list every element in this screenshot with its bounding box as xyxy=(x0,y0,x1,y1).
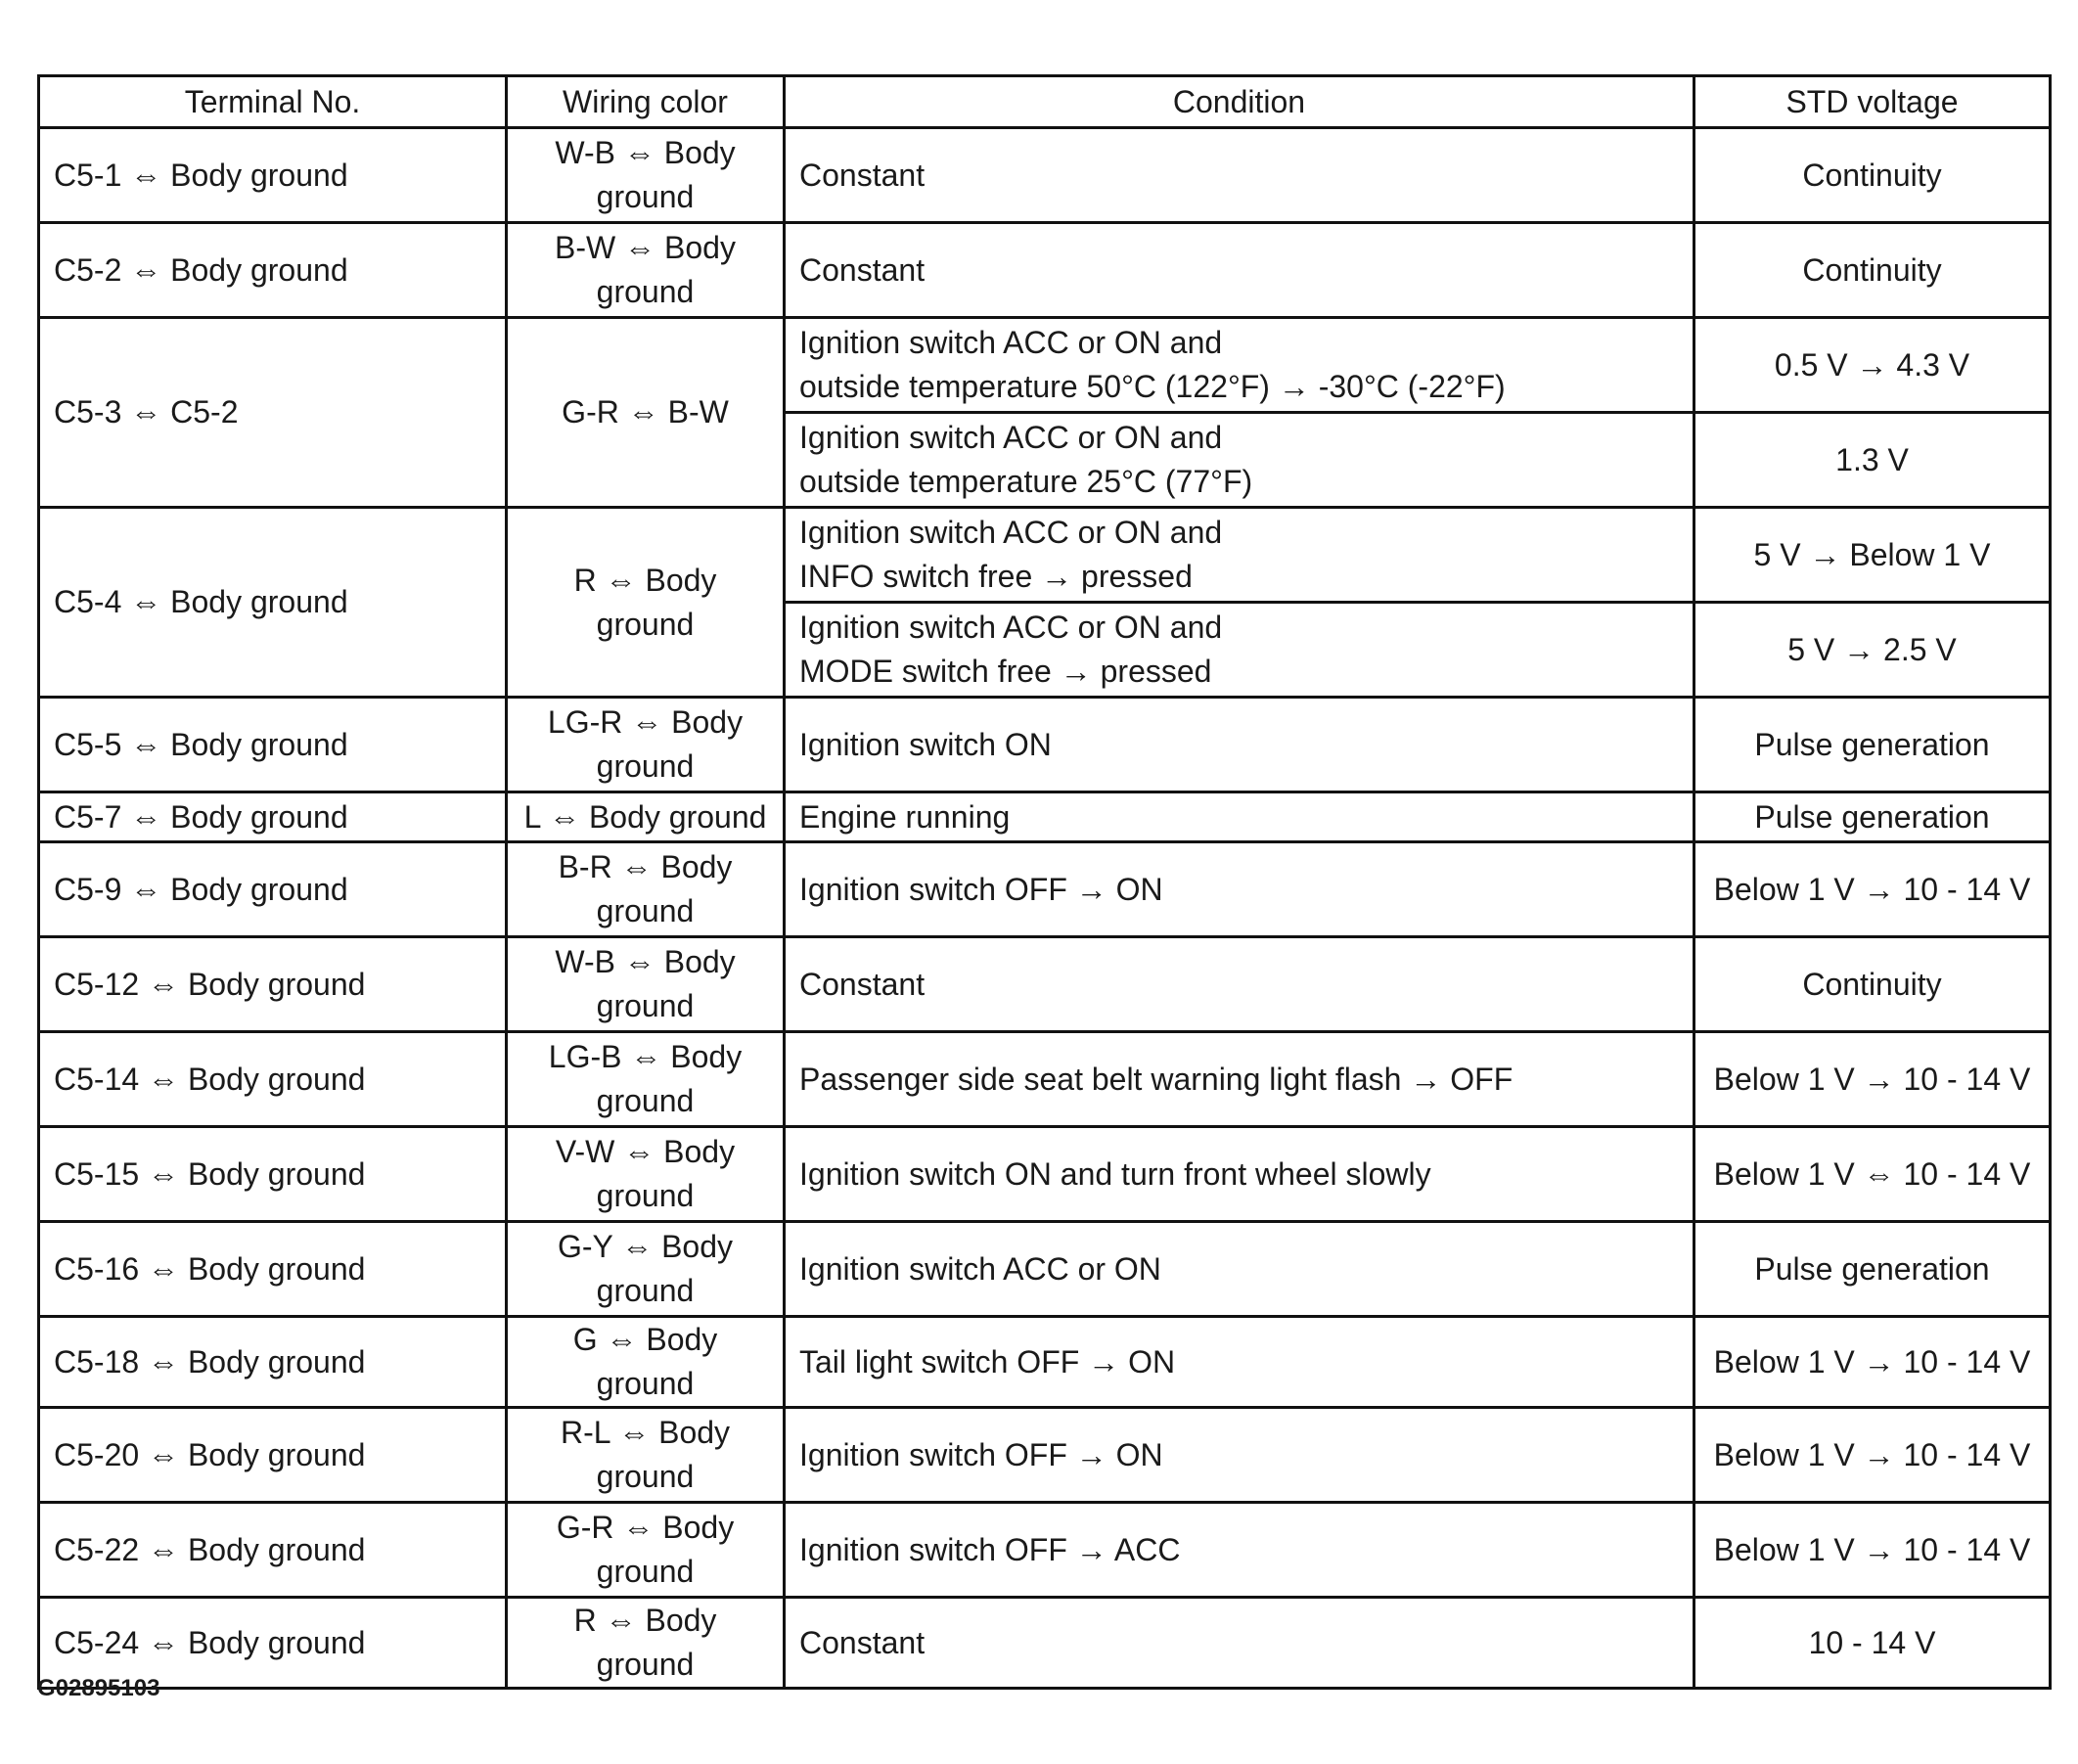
wiring-color-cell: B-R ⇔ Body ground xyxy=(507,842,785,937)
condition-line: outside temperature 50°C (122°F) → -30°C (-22°F) xyxy=(799,369,1506,404)
wiring-color-cell: G-Y ⇔ Body ground xyxy=(507,1222,785,1317)
terminal-cell: C5-14 ⇔ Body ground xyxy=(39,1032,507,1127)
condition-line: Ignition switch OFF → ON xyxy=(799,1436,1163,1472)
condition-cell xyxy=(785,1032,1694,1127)
table-row xyxy=(39,128,2051,223)
std-voltage-cell: Below 1 V → 10 - 14 V xyxy=(1694,1408,2051,1503)
wiring-color-cell: L ⇔ Body ground xyxy=(507,792,785,842)
table-row xyxy=(39,1317,2051,1408)
table-row xyxy=(39,1408,2051,1503)
condition-line: Ignition switch ACC or ON xyxy=(799,1250,1161,1287)
table-header-row xyxy=(39,76,2051,128)
std-voltage-cell: Below 1 V → 10 - 14 V xyxy=(1694,1032,2051,1127)
condition-cell xyxy=(785,318,1694,413)
wiring-color-cell: R ⇔ Body ground xyxy=(507,508,785,698)
wiring-color-cell: V-W ⇔ Body ground xyxy=(507,1127,785,1222)
condition-line: Ignition switch ACC or ON and xyxy=(799,515,1223,550)
table-row xyxy=(39,318,2051,413)
std-voltage-cell: Below 1 V ⇔ 10 - 14 V xyxy=(1694,1127,2051,1222)
terminal-cell: C5-9 ⇔ Body ground xyxy=(39,842,507,937)
std-voltage-cell: Pulse generation xyxy=(1694,792,2051,842)
condition-cell xyxy=(785,698,1694,792)
std-voltage-cell: Pulse generation xyxy=(1694,698,2051,792)
wiring-color-cell: G ⇔ Body ground xyxy=(507,1317,785,1408)
condition-cell xyxy=(785,792,1694,842)
std-voltage-cell: 10 - 14 V xyxy=(1694,1598,2051,1689)
condition-line: Constant xyxy=(799,157,926,193)
condition-cell xyxy=(785,842,1694,937)
condition-cell xyxy=(785,1598,1694,1689)
condition-line: Engine running xyxy=(799,798,1011,835)
figure-id: G02895103 xyxy=(37,1675,160,1701)
condition-line: outside temperature 25°C (77°F) xyxy=(799,464,1253,499)
wiring-color-cell: W-B ⇔ Body ground xyxy=(507,128,785,223)
header-terminal-no: Terminal No. xyxy=(39,76,507,128)
terminal-cell: C5-3 ⇔ C5-2 xyxy=(39,318,507,508)
std-voltage-cell: Below 1 V → 10 - 14 V xyxy=(1694,842,2051,937)
wiring-color-cell: B-W ⇔ Body ground xyxy=(507,223,785,318)
table-row xyxy=(39,1032,2051,1127)
condition-line: Ignition switch ACC or ON and xyxy=(799,610,1223,645)
terminal-cell: C5-22 ⇔ Body ground xyxy=(39,1503,507,1598)
wiring-color-cell: W-B ⇔ Body ground xyxy=(507,937,785,1032)
terminal-cell: C5-5 ⇔ Body ground xyxy=(39,698,507,792)
wiring-color-cell: G-R ⇔ B-W xyxy=(507,318,785,508)
wiring-color-cell: R ⇔ Body ground xyxy=(507,1598,785,1689)
table-row xyxy=(39,792,2051,842)
terminal-cell: C5-20 ⇔ Body ground xyxy=(39,1408,507,1503)
condition-line: Constant xyxy=(799,966,926,1002)
terminal-cell: C5-16 ⇔ Body ground xyxy=(39,1222,507,1317)
table-row xyxy=(39,1503,2051,1598)
std-voltage-cell: Below 1 V → 10 - 14 V xyxy=(1694,1503,2051,1598)
terminal-cell: C5-15 ⇔ Body ground xyxy=(39,1127,507,1222)
condition-line: Ignition switch ON and turn front wheel slowly xyxy=(799,1155,1431,1192)
table-row xyxy=(39,508,2051,603)
condition-cell xyxy=(785,413,1694,508)
header-wiring-color: Wiring color xyxy=(507,76,785,128)
table-row xyxy=(39,223,2051,318)
std-voltage-cell: Continuity xyxy=(1694,223,2051,318)
table-row xyxy=(39,842,2051,937)
condition-line: Ignition switch ON xyxy=(799,726,1052,762)
condition-cell xyxy=(785,1127,1694,1222)
condition-cell xyxy=(785,1317,1694,1408)
condition-cell xyxy=(785,508,1694,603)
condition-cell xyxy=(785,1222,1694,1317)
table-row xyxy=(39,1222,2051,1317)
wiring-color-cell: LG-B ⇔ Body ground xyxy=(507,1032,785,1127)
condition-line: Constant xyxy=(799,251,926,288)
condition-cell xyxy=(785,937,1694,1032)
wiring-color-cell: G-R ⇔ Body ground xyxy=(507,1503,785,1598)
terminal-cell: C5-1 ⇔ Body ground xyxy=(39,128,507,223)
terminal-cell: C5-2 ⇔ Body ground xyxy=(39,223,507,318)
std-voltage-cell: Below 1 V → 10 - 14 V xyxy=(1694,1317,2051,1408)
condition-line: Passenger side seat belt warning light flash → OFF xyxy=(799,1061,1513,1097)
std-voltage-cell: Continuity xyxy=(1694,937,2051,1032)
table-row xyxy=(39,698,2051,792)
condition-cell xyxy=(785,223,1694,318)
header-condition: Condition xyxy=(785,76,1694,128)
terminal-cell: C5-4 ⇔ Body ground xyxy=(39,508,507,698)
condition-line: Ignition switch ACC or ON and xyxy=(799,420,1223,455)
condition-cell xyxy=(785,128,1694,223)
terminal-cell: C5-7 ⇔ Body ground xyxy=(39,792,507,842)
terminal-cell: C5-18 ⇔ Body ground xyxy=(39,1317,507,1408)
condition-line: Ignition switch OFF → ON xyxy=(799,871,1163,907)
table-row xyxy=(39,937,2051,1032)
condition-line: MODE switch free → pressed xyxy=(799,654,1212,689)
wiring-color-cell: LG-R ⇔ Body ground xyxy=(507,698,785,792)
condition-cell xyxy=(785,1408,1694,1503)
std-voltage-cell: 5 V → 2.5 V xyxy=(1694,603,2051,698)
condition-cell xyxy=(785,603,1694,698)
std-voltage-cell: Pulse generation xyxy=(1694,1222,2051,1317)
wiring-color-cell: R-L ⇔ Body ground xyxy=(507,1408,785,1503)
std-voltage-cell: 5 V → Below 1 V xyxy=(1694,508,2051,603)
table-row xyxy=(39,1598,2051,1689)
std-voltage-cell: 1.3 V xyxy=(1694,413,2051,508)
table-body xyxy=(39,128,2051,1689)
condition-line: Ignition switch OFF → ACC xyxy=(799,1531,1181,1567)
terminal-cell: C5-24 ⇔ Body ground xyxy=(39,1598,507,1689)
condition-line: Tail light switch OFF → ON xyxy=(799,1343,1176,1380)
std-voltage-cell: 0.5 V → 4.3 V xyxy=(1694,318,2051,413)
header-std-voltage: STD voltage xyxy=(1694,76,2051,128)
condition-line: INFO switch free → pressed xyxy=(799,559,1193,594)
std-voltage-cell: Continuity xyxy=(1694,128,2051,223)
condition-line: Constant xyxy=(799,1624,926,1660)
condition-cell xyxy=(785,1503,1694,1598)
condition-line: Ignition switch ACC or ON and xyxy=(799,325,1223,360)
terminal-cell: C5-12 ⇔ Body ground xyxy=(39,937,507,1032)
terminal-voltage-table xyxy=(37,74,2052,1690)
table-row xyxy=(39,1127,2051,1222)
